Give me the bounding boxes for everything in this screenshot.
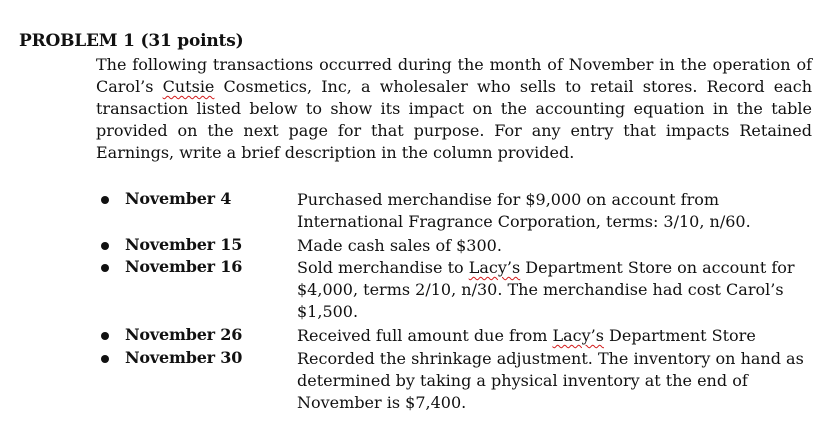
instructions-line bbox=[96, 76, 812, 98]
description-line: $4,000, terms 2/10, n/30. The merchandise had cost Carol’s bbox=[297, 280, 784, 299]
instructions-line: Earnings, write a brief description in the column provided. bbox=[96, 143, 575, 162]
misspelled-word[interactable]: Lacy’s bbox=[552, 326, 604, 345]
description-text: Department Store bbox=[603, 326, 756, 345]
transaction-date: November 16 bbox=[125, 257, 243, 276]
bullet-icon bbox=[101, 332, 109, 340]
instructions-line: The following transactions occurred during the month of November in the operation of bbox=[96, 55, 812, 74]
bullet-icon bbox=[101, 242, 109, 250]
problem-instructions bbox=[96, 54, 812, 164]
transaction-description bbox=[297, 325, 817, 347]
bullet-icon bbox=[101, 196, 109, 204]
bullet-icon bbox=[101, 355, 109, 363]
misspelled-word[interactable]: Lacy’s bbox=[468, 258, 521, 277]
description-line: Made cash sales of $300. bbox=[297, 236, 502, 255]
description-line: $1,500. bbox=[297, 302, 359, 321]
description-line bbox=[297, 257, 817, 279]
description-line: Purchased merchandise for $9,000 on account from bbox=[297, 190, 720, 209]
transaction-date: November 15 bbox=[125, 235, 243, 254]
description-text: Department Store on account for bbox=[520, 258, 795, 277]
description-text: Sold merchandise to bbox=[297, 258, 469, 277]
misspelled-word[interactable]: Cutsie bbox=[162, 77, 215, 96]
transaction-date: November 4 bbox=[125, 189, 232, 208]
transaction-date: November 30 bbox=[125, 348, 243, 367]
description-line bbox=[297, 325, 817, 347]
transaction-description bbox=[297, 235, 817, 257]
description-line: Recorded the shrinkage adjustment. The inventory on hand as bbox=[297, 349, 804, 368]
transaction-description bbox=[297, 348, 817, 414]
description-line: determined by taking a physical inventory at the end of bbox=[297, 371, 748, 390]
description-text: Received full amount due from bbox=[297, 326, 553, 345]
transaction-date: November 26 bbox=[125, 325, 243, 344]
problem-title: PROBLEM 1 (31 points) bbox=[19, 31, 244, 51]
transaction-description bbox=[297, 189, 817, 233]
instructions-text: Cosmetics, Inc, a wholesaler who sells to retail stores. Record each bbox=[214, 77, 812, 96]
bullet-icon bbox=[101, 264, 109, 272]
instructions-line: provided on the next page for that purpose. For any entry that impacts Retained bbox=[96, 121, 812, 140]
instructions-line: transaction listed below to show its impact on the accounting equation in the table bbox=[96, 99, 812, 118]
description-line: November is $7,400. bbox=[297, 393, 467, 412]
instructions-text: Carol’s bbox=[96, 77, 163, 96]
transaction-description bbox=[297, 257, 817, 323]
description-line: International Fragrance Corporation, terms: 3/10, n/60. bbox=[297, 212, 751, 231]
